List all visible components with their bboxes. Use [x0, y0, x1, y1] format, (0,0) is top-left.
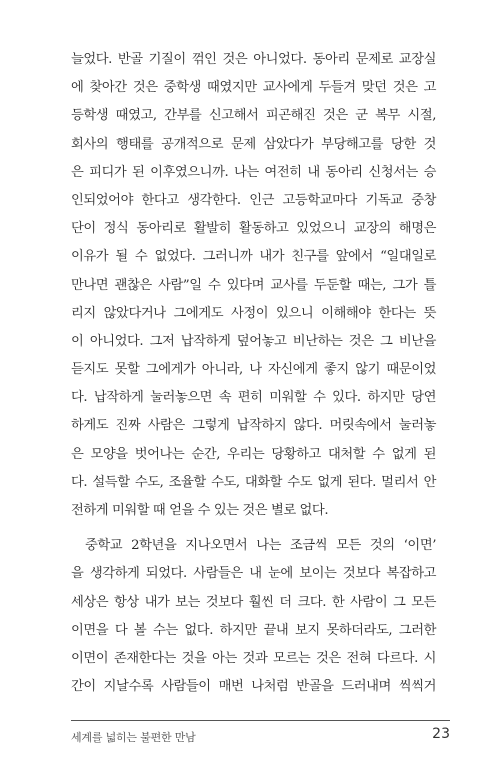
page-body-text	[71, 46, 436, 701]
text-line: 세상은 항상 내가 보는 것보다 훨씬 더 크다. 한 사람이 그 모든	[71, 594, 436, 610]
text-line: 듣지도 못할 그에게가 아니라, 나 자신에게 좋지 않기 때문이었	[71, 362, 436, 378]
text-line: 간이 지날수록 사람들이 매번 나처럼 반골을 드러내며 씩씩거	[71, 679, 436, 695]
text-line: 을 생각하게 되었다. 사람들은 내 눈에 보이는 것보다 복잡하고	[71, 566, 436, 582]
paragraph-gap	[71, 525, 436, 532]
text-line: 에 찾아간 것은 중학생 때였지만 교사에게 두들겨 맞던 것은 고	[71, 80, 436, 96]
footer-divider	[71, 720, 450, 721]
text-line: 이 아니었다. 그저 납작하게 덮어놓고 비난하는 것은 그 비난을	[71, 333, 436, 349]
text-line: 단이 정식 동아리로 활발히 활동하고 있었으니 교장의 해명은	[71, 221, 436, 237]
text-line: 인되었어야 한다고 생각한다. 인근 고등학교마다 기독교 중창	[71, 192, 436, 208]
text-line: 은 모양을 벗어나는 순간, 우리는 당황하고 대처할 수 없게 된	[71, 446, 436, 462]
page-number: 23	[432, 726, 450, 742]
text-line: 회사의 행태를 공개적으로 문제 삼았다가 부당해고를 당한 것	[71, 136, 436, 152]
text-line: 이면이 존재한다는 것을 아는 것과 모르는 것은 전혀 다르다. 시	[71, 650, 436, 666]
text-line: 다. 납작하게 눌러놓으면 속 편히 미워할 수 있다. 하지만 당연	[71, 390, 436, 406]
text-line: 이면을 다 볼 수는 없다. 하지만 끝내 보지 못하더라도, 그러한	[71, 622, 436, 638]
text-line: 하게도 진짜 사람은 그렇게 납작하지 않다. 머릿속에서 눌러놓	[71, 418, 436, 434]
text-line: 리지 않았다거나 그에게도 사정이 있으니 이해해야 한다는 뜻	[71, 305, 436, 321]
text-line: 중학교 2학년을 지나오면서 나는 조금씩 모든 것의 ‘이면’	[85, 538, 436, 554]
text-line: 은 피디가 된 이후였으니까. 나는 여전히 내 동아리 신청서는 승	[71, 164, 436, 180]
running-footer-title: 세계를 넓히는 불편한 만남	[71, 731, 196, 744]
text-line: 등학생 때였고, 간부를 신고해서 피곤해진 것은 군 복무 시절,	[71, 108, 436, 124]
text-line: 전하게 미워할 때 얻을 수 있는 것은 별로 없다.	[71, 503, 329, 518]
text-line: 만나면 괜찮은 사람”일 수 있다며 교사를 두둔할 때는, 그가 틀	[71, 277, 436, 293]
text-line: 늘었다. 반골 기질이 꺾인 것은 아니었다. 동아리 문제로 교장실	[71, 52, 436, 67]
text-line: 이유가 될 수 없었다. 그러니까 내가 친구를 앞에서 “일대일로	[71, 249, 436, 265]
text-line: 다. 설득할 수도, 조율할 수도, 대화할 수도 없게 된다. 멀리서 안	[71, 474, 436, 490]
